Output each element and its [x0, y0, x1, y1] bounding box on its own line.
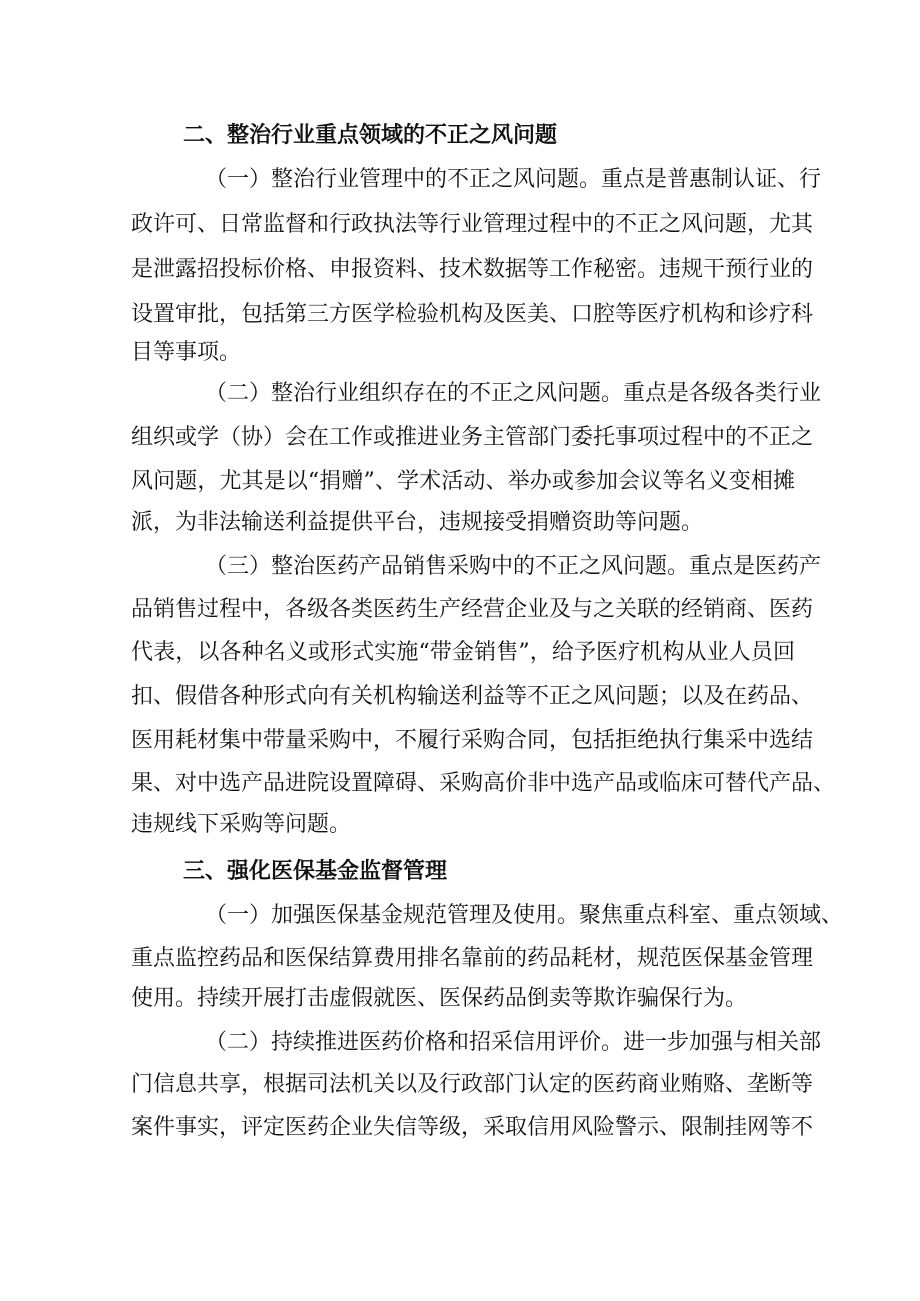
s3-p2-line-1: （二）持续推进医药价格和招采信用评价。进一步加强与相关部 — [205, 1030, 822, 1055]
s2-p3-line-6: 果、对中选产品进院设置障碍、采购高价非中选产品或临床可替代产品、 — [131, 771, 836, 796]
section-3-heading: 三、强化医保基金监督管理 — [183, 859, 448, 884]
s2-p2-line-4: 派，为非法输送利益提供平台，违规接受捐赠资助等问题。 — [131, 510, 704, 535]
s2-p2-line-2: 组织或学（协）会在工作或推进业务主管部门委托事项过程中的不正之 — [131, 425, 814, 450]
s2-p1-line-5: 目等事项。 — [131, 340, 242, 365]
s2-p3-line-7: 违规线下采购等问题。 — [131, 812, 352, 837]
s2-p1-line-4: 设置审批，包括第三方医学检验机构及医美、口腔等医疗机构和诊疗科 — [131, 302, 814, 327]
s2-p1-line-1: （一）整治行业管理中的不正之风问题。重点是普惠制认证、行 — [205, 167, 822, 192]
s2-p2-line-3: 风问题，尤其是以“捐赠”、学术活动、举办或参加会议等名义变相摊 — [131, 469, 795, 494]
s2-p1-line-2: 政许可、日常监督和行政执法等行业管理过程中的不正之风问题，尤其 — [131, 212, 814, 237]
s3-p1-line-3: 使用。持续开展打击虚假就医、医保药品倒卖等欺诈骗保行为。 — [131, 986, 748, 1011]
s3-p2-line-3: 案件事实，评定医药企业失信等级，采取信用风险警示、限制挂网等不 — [131, 1115, 814, 1140]
s2-p2-line-1: （二）整治行业组织存在的不正之风问题。重点是各级各类行业 — [205, 381, 822, 406]
s3-p2-line-2: 门信息共享，根据司法机关以及行政部门认定的医药商业贿赂、垄断等 — [131, 1072, 814, 1097]
s2-p3-line-3: 代表，以各种名义或形式实施“带金销售”，给予医疗机构从业人员回 — [131, 640, 795, 665]
s2-p3-line-4: 扣、假借各种形式向有关机构输送利益等不正之风问题；以及在药品、 — [131, 684, 814, 709]
s2-p1-line-3: 是泄露招投标价格、申报资料、技术数据等工作秘密。违规干预行业的 — [131, 257, 814, 282]
s2-p3-line-1: （三）整治医药产品销售采购中的不正之风问题。重点是医药产 — [205, 554, 822, 579]
s3-p1-line-1: （一）加强医保基金规范管理及使用。聚焦重点科室、重点领域、 — [205, 903, 844, 928]
section-2-heading: 二、整治行业重点领域的不正之风问题 — [183, 123, 558, 148]
s3-p1-line-2: 重点监控药品和医保结算费用排名靠前的药品耗材，规范医保基金管理 — [131, 946, 814, 971]
s2-p3-line-5: 医用耗材集中带量采购中，不履行采购合同，包括拒绝执行集采中选结 — [131, 728, 814, 753]
s2-p3-line-2: 品销售过程中，各级各类医药生产经营企业及与之关联的经销商、医药 — [131, 597, 814, 622]
